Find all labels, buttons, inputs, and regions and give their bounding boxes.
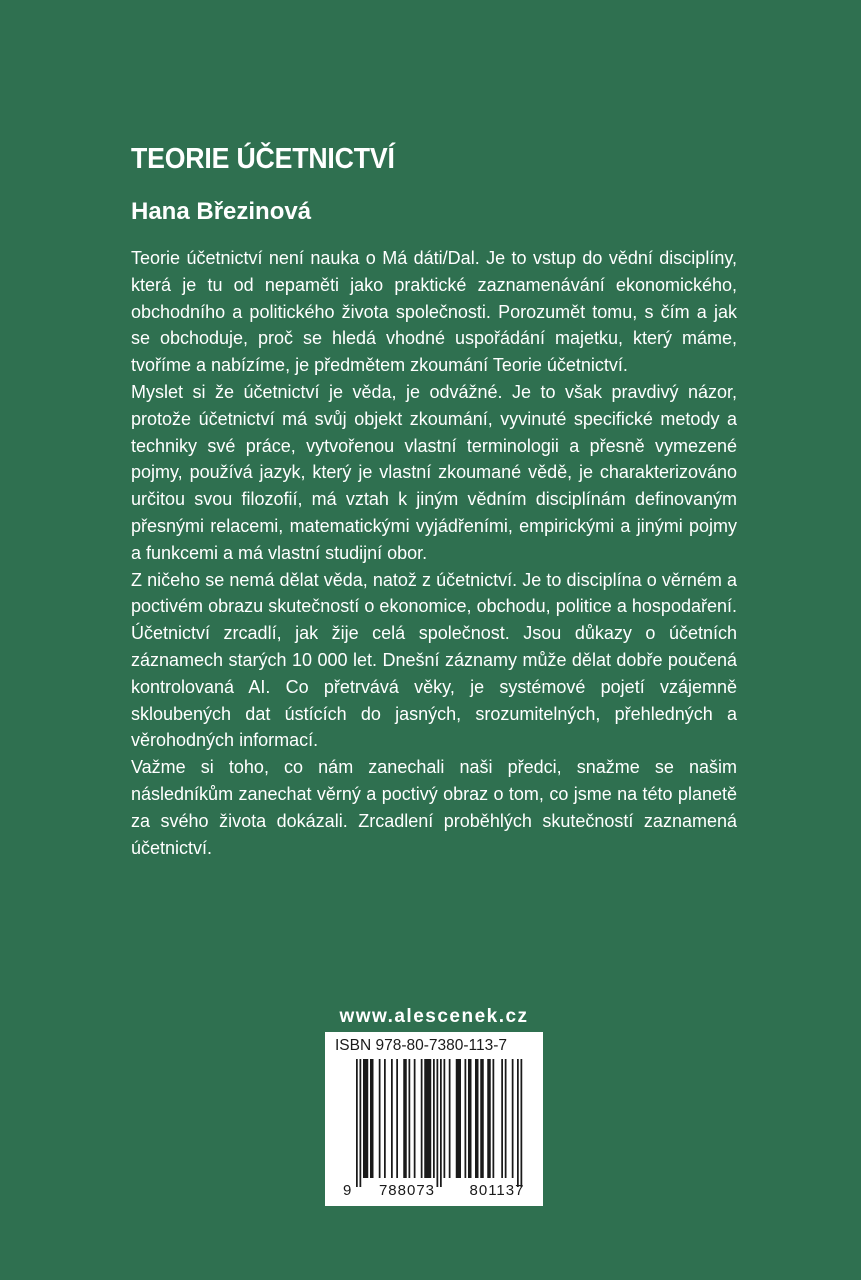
barcode-bar [475,1059,479,1178]
barcode-bar [424,1059,431,1178]
barcode-guard-bar [360,1059,362,1187]
ean-right-digits: 801137 [469,1182,525,1199]
barcode-bar [370,1059,374,1178]
blurb-paragraph: Z ničeho se nemá dělat věda, natož z účetnictví. Je to disciplína o věrném a poctivém obrazu skutečností o ekonomice, obchodu, politice a hospodaření. Účetnictví zrcadlí, jak žije celá společnost. Jsou důkazy o účetních záznamech starých 10 000 let. Dnešní záznamy může dělat dobře poučená kontrolovaná AI. Co přetrvává věky, je systémové pojetí vzájemně skloubených dat ústících do jasných, srozumitelných, přehledných a věrohodných informací. [131,569,737,751]
barcode-bar [409,1059,411,1178]
blurb-paragraph: Teorie účetnictví není nauka o Má dáti/Dal. Je to vstup do vědní disciplíny, která je tu od nepaměti jako praktické zaznamenávání ekonomického, obchodního a politického života společnosti. Porozumět tomu, s čím a jak se obchoduje, proč se hledá vhodné uspořádání majetku, který máme, tvoříme a nabízíme, je předmětem zkoumání Teorie účetnictví. [131,248,737,376]
barcode-guard-bar [517,1059,519,1187]
barcode-bar [501,1059,503,1178]
barcode-bar [480,1059,484,1178]
barcode-guard-bar [440,1059,442,1187]
barcode-bar [487,1059,491,1178]
barcode-bar [396,1059,398,1178]
barcode-bar [421,1059,423,1178]
barcode-guard-bar [521,1059,523,1187]
back-cover-blurb [131,245,737,861]
book-title: TEORIE ÚČETNICTVÍ [131,143,395,175]
barcode-bar [391,1059,393,1178]
barcode-bar [465,1059,467,1178]
book-author: Hana Březinová [131,198,312,225]
barcode-bar [449,1059,451,1178]
barcode-guard-bar [437,1059,439,1187]
ean-first-digit: 9 [343,1182,352,1199]
publisher-website: www.alescenek.cz [339,1006,529,1027]
barcode-bar [403,1059,407,1178]
barcode-guard-bar [356,1059,358,1187]
isbn-label: ISBN 978-80-7380-113-7 [335,1037,508,1054]
blurb-paragraph: Važme si toho, co nám zanechali naši předci, snažme se našim následníkům zanechat věrný a poctivý obraz o tom, co jsme na této planetě za svého života dokázali. Zrcadlení proběhlých skutečností zaznamená účetnictví. [131,757,737,858]
barcode-bar [384,1059,386,1178]
barcode-bar [414,1059,416,1178]
barcode-bar [505,1059,507,1178]
barcode-bar [493,1059,495,1178]
barcode-bar [512,1059,514,1178]
barcode-bar [363,1059,368,1178]
barcode-bar [379,1059,381,1178]
barcode-bar [456,1059,461,1178]
barcode-bars [325,1032,543,1206]
ean-left-digits: 788073 [378,1182,436,1199]
blurb-paragraph: Myslet si že účetnictví je věda, je odvážné. Je to však pravdivý názor, protože účetnictví má svůj objekt zkoumání, vyvinuté specifické metody a techniky své práce, vytvořenou vlastní terminologii a přesně vymezené pojmy, používá jazyk, který je vlastní zkoumané vědě, je charakterizováno určitou svou filozofií, má vztah k jiným vědním disciplínám definovaným přesnými relacemi, matematickými vyjádřeními, empirickými a jinými pojmy a funkcemi a má vlastní studijní obor. [131,381,737,563]
barcode-bar [468,1059,472,1178]
barcode-bar [444,1059,446,1178]
barcode-bar [433,1059,435,1178]
isbn-barcode [325,1032,543,1206]
